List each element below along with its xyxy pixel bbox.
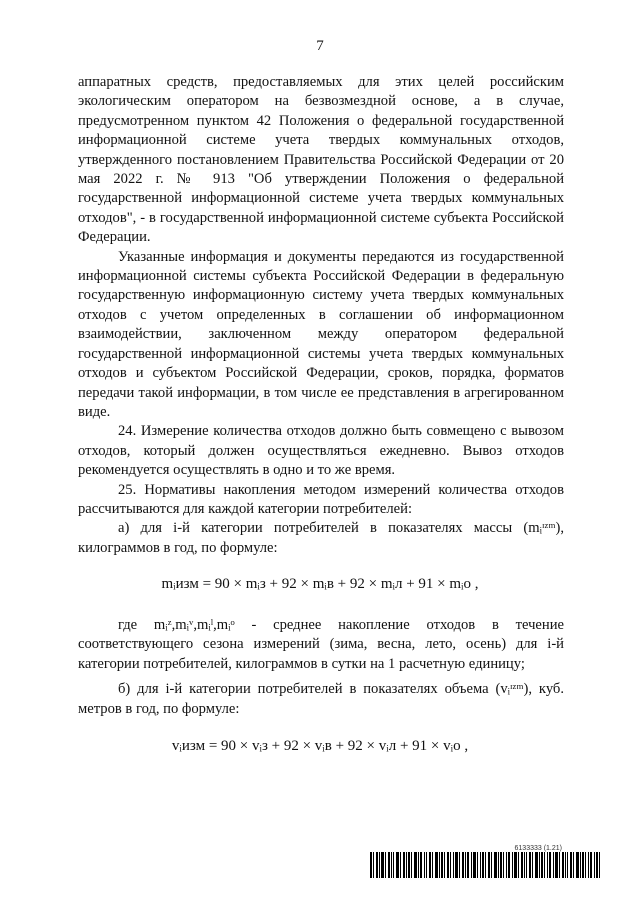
document-body-2 — [78, 616, 564, 719]
formula-mass — [0, 576, 640, 593]
paragraph-continuation: аппаратных средств, предоставляемых для этих целей российским экологическим оператором на безвозмездной основе, а в случае, предусмотренном пунктом 42 Положения о федеральной государственной информационной системе учета твердых коммунальных отходов, утвержденного постановлением Правительства Российской Федерации от 20 мая 2022 г. № 913 "Об утверждении Положения о федеральной государственной информационной системе учета твердых коммунальных отходов", - в государственной информационной системе субъекта Российской Федерации. — [78, 74, 564, 246]
formula-mass-text: mᵢизм = 90 × mᵢз + 92 × mᵢв + 92 × mᵢл + 91 × mᵢо , — [161, 576, 479, 592]
paragraph-25b: б) для i-й категории потребителей в показателях объема (vᵢᶦᶻᵐ), куб. метров в год, по формуле: — [78, 681, 564, 717]
paragraph-24: 24. Измерение количества отходов должно быть совмещено с вывозом отходов, который должен осуществляться ежедневно. Вывоз отходов рекомендуется осуществлять в одно и то же время. — [78, 423, 564, 479]
paragraph-25a: а) для i-й категории потребителей в показателях массы (mᵢᶦᶻᵐ), килограммов в год, по формуле: — [78, 520, 564, 556]
paragraph-25: 25. Нормативы накопления методом измерений количества отходов рассчитываются для каждой категории потребителей: — [78, 481, 564, 517]
document-body — [78, 73, 564, 558]
formula-volume-text: vᵢизм = 90 × vᵢз + 92 × vᵢв + 92 × vᵢл + 91 × vᵢо , — [171, 738, 469, 754]
barcode-image — [370, 852, 600, 878]
paragraph-transfer: Указанные информация и документы передаются из государственной информационной системы субъекта Российской Федерации в федеральную государственную информационную систему учета твердых коммунальных отходов с учетом определенных в соглашении об информационном взаимодействии, заключенном между оператором федеральной государственной информационной системы учета твердых коммунальных отходов и субъектом Российской Федерации, сроков, порядка, форматов передачи такой информации, в том числе ее представления в агрегированном виде. — [78, 248, 564, 420]
formula-volume — [0, 738, 640, 755]
footer-code: 6133333 (1.21) — [514, 845, 562, 852]
paragraph-where: где mᵢᶻ,mᵢᵛ,mᵢˡ,mᵢᵒ - среднее накопление отходов в течение соответствующего сезона измерений (зима, весна, лето, осень) для i-й категории потребителей, килограммов в сутки на 1 расчетную единицу; — [78, 617, 564, 672]
page-number: 7 — [316, 38, 324, 54]
